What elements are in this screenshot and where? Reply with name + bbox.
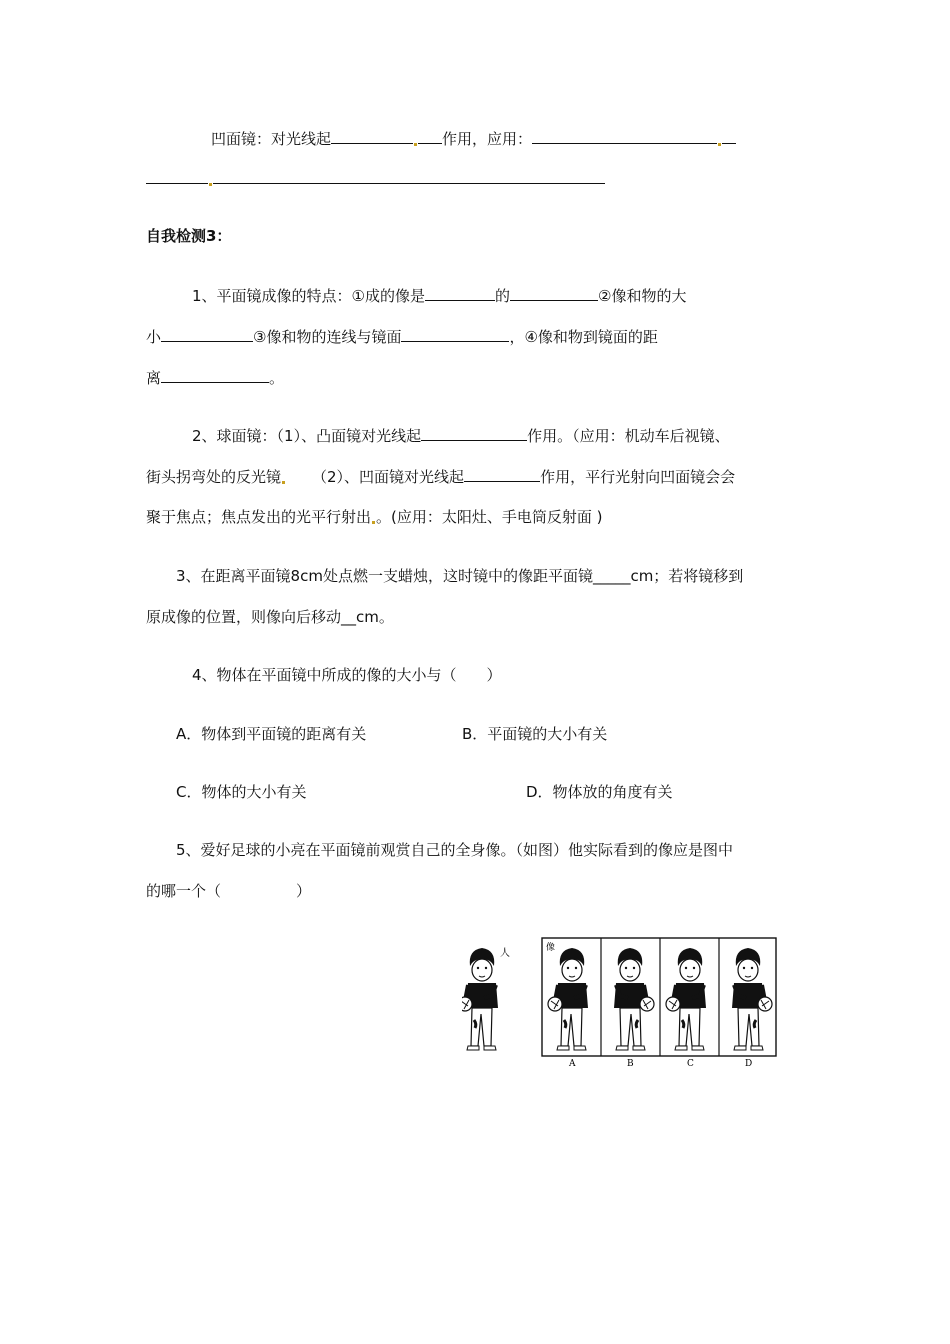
- q2-line-3: [146, 507, 603, 527]
- q2-blank-1[interactable]: [421, 425, 527, 441]
- q2-text-c: 街头拐弯处的反光镜: [146, 468, 282, 486]
- q4-option-c[interactable]: C．物体的大小有关: [176, 783, 307, 801]
- option-a-figure[interactable]: [548, 948, 588, 1050]
- q3-line-2: 原成像的位置，则像向后移动__cm。: [146, 608, 394, 626]
- option-a-label: A: [569, 1059, 576, 1068]
- q4-option-b[interactable]: B．平面镜的大小有关: [462, 725, 608, 743]
- intro-text-a: 凹面镜：对光线起: [211, 130, 332, 148]
- q5-line-1: 5、爱好足球的小亮在平面镜前观赏自己的全身像。（如图）他实际看到的像应是图中: [176, 841, 734, 859]
- q1-blank-2[interactable]: [510, 285, 598, 301]
- option-b-label: B: [627, 1059, 634, 1068]
- option-d-label: D: [745, 1059, 753, 1068]
- q1-text-b: 的: [495, 287, 511, 305]
- q1-text-d: 小: [146, 328, 162, 346]
- mark-dot: [414, 143, 417, 146]
- q1-blank-1[interactable]: [425, 285, 495, 301]
- q4-option-d[interactable]: D．物体放的角度有关: [526, 783, 673, 801]
- q2-line-1: [192, 425, 730, 446]
- option-b-figure[interactable]: [614, 948, 654, 1050]
- q1-text-e: ③像和物的连线与镜面: [253, 328, 402, 346]
- q1-blank-4[interactable]: [401, 326, 509, 342]
- q2-text-a: 2、球面镜：（1）、凸面镜对光线起: [192, 427, 422, 445]
- option-c-label: C: [687, 1059, 694, 1068]
- blank-intro-1[interactable]: [331, 128, 413, 144]
- q2-text-g: 。(应用：太阳灶、手电筒反射面 ): [376, 508, 603, 526]
- q1-line-3: [146, 367, 284, 388]
- q1-text-a: 1、平面镜成像的特点：①成的像是: [192, 287, 425, 305]
- mirror-figure: [462, 936, 782, 1068]
- q4-option-a[interactable]: A．物体到平面镜的距离有关: [176, 725, 367, 743]
- q1-line-1: [192, 285, 686, 306]
- mark-dot: [372, 521, 375, 524]
- q2-line-2: [146, 466, 735, 487]
- q2-text-d: （2）、凹面镜对光线起: [312, 468, 465, 486]
- option-c-figure[interactable]: [666, 948, 706, 1050]
- intro-line-2: [146, 168, 605, 189]
- q2-blank-2[interactable]: [464, 466, 540, 482]
- mark-dot: [209, 183, 212, 186]
- blank-intro-2b[interactable]: [722, 128, 736, 144]
- q4-stem: 4、物体在平面镜中所成的像的大小与（ ）: [192, 666, 502, 684]
- intro-line-1: [211, 128, 736, 149]
- blank-intro-1b[interactable]: [418, 128, 442, 144]
- blank-intro-2[interactable]: [532, 128, 717, 144]
- mark-dot: [282, 481, 285, 484]
- blank-intro-3b[interactable]: [213, 168, 605, 184]
- q2-text-f: 聚于焦点；焦点发出的光平行射出: [146, 508, 372, 526]
- q1-blank-5[interactable]: [161, 367, 269, 383]
- mark-dot: [718, 143, 721, 146]
- image-label: 像: [546, 943, 556, 953]
- blank-intro-3[interactable]: [146, 168, 208, 184]
- q1-text-f: ，④像和物到镜面的距: [509, 328, 658, 346]
- q1-text-c: ②像和物的大: [598, 287, 687, 305]
- person-label: 人: [500, 948, 510, 959]
- q1-line-2: [146, 326, 658, 347]
- person-figure: [462, 948, 498, 1050]
- q5-line-2: 的哪一个（ ）: [146, 882, 312, 900]
- q1-blank-3[interactable]: [161, 326, 253, 342]
- q3-line-1: 3、在距离平面镜8cm处点燃一支蜡烛，这时镜中的像距平面镜_____cm；若将镜移到: [176, 567, 744, 585]
- q2-text-b: 作用。（应用：机动车后视镜、: [527, 427, 730, 445]
- q2-text-e: 作用，平行光射向凹面镜会会: [540, 468, 736, 486]
- option-d-figure[interactable]: [732, 948, 772, 1050]
- section-title: 自我检测3：: [146, 227, 232, 245]
- intro-text-b: 作用，应用：: [442, 130, 533, 148]
- mirror-figure-svg: [462, 936, 782, 1068]
- q1-text-g: 离: [146, 369, 162, 387]
- q1-text-h: 。: [269, 369, 285, 387]
